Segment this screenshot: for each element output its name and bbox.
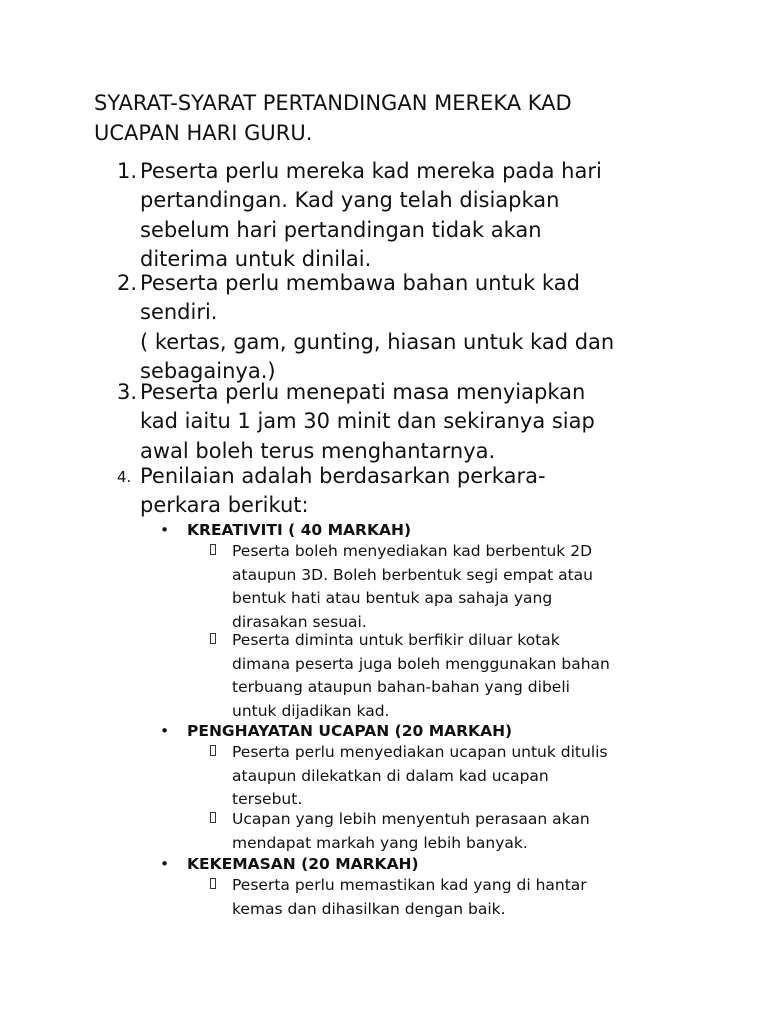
item-line: Peserta perlu membawa bahan untuk kad xyxy=(140,271,580,295)
criterion-penghayatan-ucapan xyxy=(160,720,512,742)
item-number: 2. xyxy=(117,271,138,295)
missing-glyph-icon xyxy=(210,878,216,889)
document-title xyxy=(94,88,714,148)
criterion-label: KEKEMASAN (20 MARKAH) xyxy=(187,855,419,873)
sub-point-line: terbuang ataupun bahan-bahan yang dibeli xyxy=(232,678,570,696)
numbered-item-1 xyxy=(117,157,602,274)
sub-point xyxy=(210,741,608,812)
sub-point-line: untuk dijadikan kad. xyxy=(232,701,390,720)
missing-glyph-icon xyxy=(210,544,216,555)
criterion-label: KREATIVITI ( 40 MARKAH) xyxy=(187,521,412,539)
sub-point-line: Peserta perlu menyediakan ucapan untuk ditulis xyxy=(232,743,608,761)
criterion-kreativiti xyxy=(160,519,411,541)
missing-glyph-icon xyxy=(210,812,216,823)
sub-point-line: ataupun 3D. Boleh berbentuk segi empat atau xyxy=(232,565,593,584)
item-number: 4. xyxy=(117,468,132,486)
item-line: Peserta perlu mereka kad mereka pada hari xyxy=(140,159,602,183)
sub-point-line: Ucapan yang lebih menyentuh perasaan akan xyxy=(232,810,590,828)
item-line: ( kertas, gam, gunting, hiasan untuk kad dan xyxy=(140,329,615,354)
title-line: UCAPAN HARI GURU. xyxy=(94,121,313,145)
criterion-kekemasan xyxy=(160,853,419,875)
sub-point xyxy=(210,540,593,634)
item-line: awal boleh terus menghantarnya. xyxy=(140,438,496,463)
item-line: diterima untuk dinilai. xyxy=(140,246,372,271)
item-number: 1. xyxy=(117,159,138,183)
sub-point-line: Peserta perlu memastikan kad yang di hantar xyxy=(232,876,587,894)
sub-point-line: ataupun dilekatkan di dalam kad ucapan xyxy=(232,766,549,785)
numbered-item-2 xyxy=(117,269,614,386)
numbered-item-4 xyxy=(117,462,546,521)
item-line: perkara berikut: xyxy=(140,493,309,518)
item-line: Penilaian adalah berdasarkan perkara- xyxy=(140,464,546,488)
criterion-label: PENGHAYATAN UCAPAN (20 MARKAH) xyxy=(187,722,513,740)
sub-point-line: mendapat markah yang lebih banyak. xyxy=(232,833,528,852)
missing-glyph-icon xyxy=(210,745,216,756)
sub-point-line: kemas dan dihasilkan dengan baik. xyxy=(232,899,506,918)
sub-point xyxy=(210,629,610,723)
bullet-icon: • xyxy=(160,521,170,539)
bullet-icon: • xyxy=(160,722,170,740)
item-line: sendiri. xyxy=(140,300,218,325)
sub-point xyxy=(210,808,590,855)
item-line: sebelum hari pertandingan tidak akan xyxy=(140,217,542,242)
sub-point-line: dimana peserta juga boleh menggunakan bahan xyxy=(232,654,610,673)
title-line: SYARAT-SYARAT PERTANDINGAN MEREKA KAD xyxy=(94,91,572,115)
missing-glyph-icon xyxy=(210,633,216,644)
numbered-item-3 xyxy=(117,378,595,466)
item-line: kad iaitu 1 jam 30 minit dan sekiranya siap xyxy=(140,409,595,434)
sub-point-line: Peserta boleh menyediakan kad berbentuk 2D xyxy=(232,542,593,560)
item-line: Peserta perlu menepati masa menyiapkan xyxy=(140,380,586,404)
sub-point-line: bentuk hati atau bentuk apa sahaja yang xyxy=(232,589,553,607)
sub-point-line: Peserta diminta untuk berfikir diluar kotak xyxy=(232,631,560,649)
sub-point-line: tersebut. xyxy=(232,790,303,808)
item-number: 3. xyxy=(117,380,138,404)
bullet-icon: • xyxy=(160,855,170,873)
item-line: pertandingan. Kad yang telah disiapkan xyxy=(140,188,560,213)
sub-point xyxy=(210,874,587,921)
item-line: sebagainya.) xyxy=(140,358,276,383)
sub-point-line: dirasakan sesuai. xyxy=(232,612,367,631)
